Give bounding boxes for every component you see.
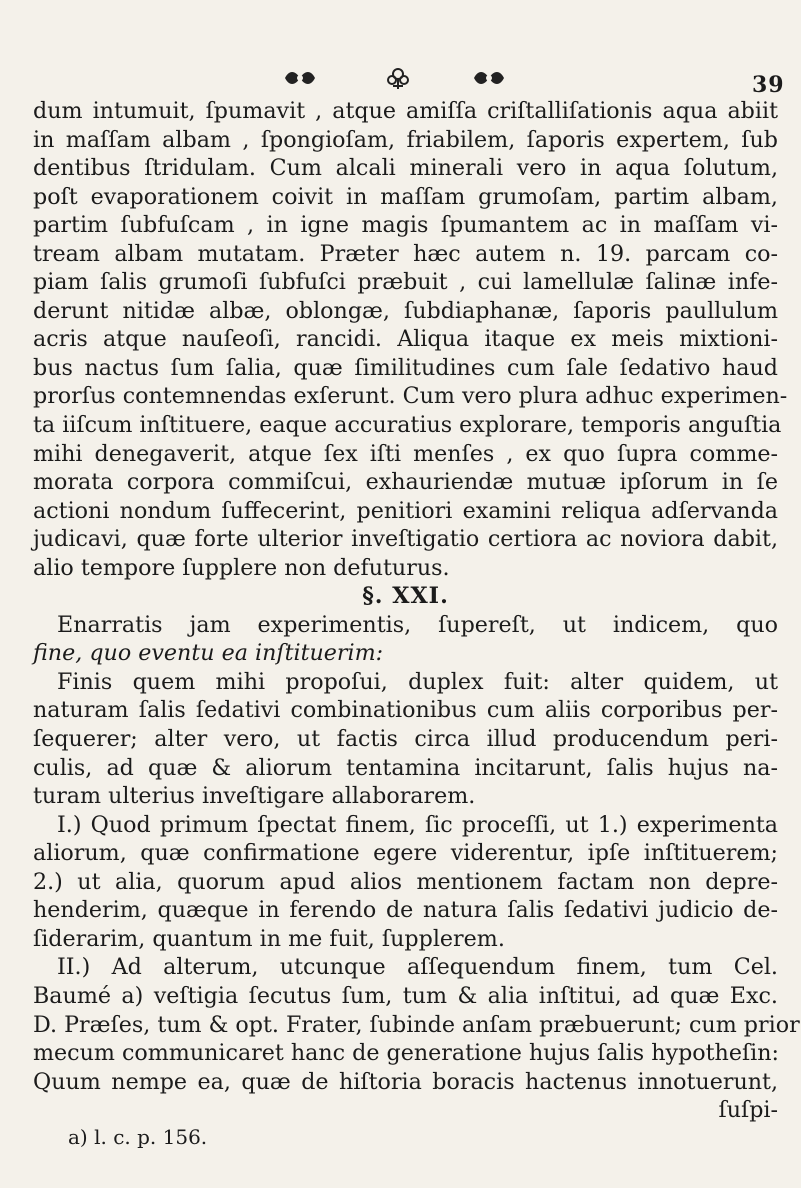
text-line: Baumé a) veſtigia ſecutus ſum, tum & alia inſtitui, ad quæ Exc.: [33, 982, 778, 1009]
text-line: Finis quem mihi propoſui, duplex fuit: alter quidem, ut: [57, 668, 778, 695]
text-line: culis, ad quæ & aliorum tentamina incitarunt, ſalis hujus na-: [33, 754, 778, 781]
body-text: [33, 97, 800, 1125]
flower-icon: [383, 66, 413, 94]
fleuron-right-icon: [472, 68, 506, 92]
footnote: a) l. c. p. 156.: [68, 1125, 208, 1149]
text-line: ſiderarim, quantum in me fuit, ſupplerem.: [33, 925, 505, 952]
text-line: aliorum, quæ confirmatione egere viderentur, ipſe inſtituerem;: [33, 840, 778, 867]
text-line: ſequerer; alter vero, ut factis circa illud producendum peri-: [33, 726, 778, 753]
text-line: mihi denegaverit, atque ſex iſti menſes , ex quo ſupra comme-: [33, 440, 778, 467]
text-line: naturam ſalis ſedativi combinationibus cum aliis corporibus per-: [33, 697, 778, 724]
text-line: henderim, quæque in ferendo de natura ſalis ſedativi judicio de-: [33, 897, 778, 924]
text-line: ta iiſcum inſtituere, eaque accuratius explorare, temporis anguſtia: [33, 412, 782, 439]
text-line: actioni nondum ſuffecerint, penitiori examini reliqua adſervanda: [33, 497, 778, 524]
text-line: fine, quo eventu ea inſtituerim:: [33, 640, 384, 667]
text-line: Quum nempe ea, quæ de hiſtoria boracis hactenus innotuerunt,: [33, 1068, 778, 1095]
text-line: poſt evaporationem coivit in maſſam grumoſam, partim albam,: [33, 183, 778, 210]
text-line: 2.) ut alia, quorum apud alios mentionem factam non depre-: [33, 868, 778, 895]
fleuron-left-icon: [283, 68, 317, 92]
text-line: D. Præſes, tum & opt. Frater, ſubinde anſam præbuerunt; cum prior: [33, 1011, 800, 1038]
text-line: prorſus contemnendas exſerunt. Cum vero plura adhuc experimen-: [33, 383, 788, 410]
section-heading: §. XXI.: [362, 583, 449, 610]
text-line: derunt nitidæ albæ, oblongæ, ſubdiaphanæ, ſaporis paullulum: [33, 297, 778, 324]
text-line: piam ſalis grumoſi ſubfuſci præbuit , cui lamellulæ ſalinæ infe-: [33, 269, 778, 296]
text-line: mecum communicaret hanc de generatione hujus ſalis hypotheſin:: [33, 1040, 780, 1067]
text-line: tream albam mutatam. Præter hæc autem n. 19. parcam co-: [33, 240, 778, 267]
text-line: in maſſam albam , ſpongioſam, friabilem, ſaporis expertem, ſub: [33, 126, 778, 153]
text-line: judicavi, quæ forte ulterior inveſtigatio certiora ac noviora dabit,: [33, 526, 778, 553]
text-line: turam ulterius inveſtigare allaborarem.: [33, 783, 476, 810]
text-line: dentibus ſtridulam. Cum alcali minerali vero in aqua ſolutum,: [33, 155, 778, 182]
text-line: morata corpora commiſcui, exhauriendæ mutuæ ipſorum in ſe: [33, 469, 778, 496]
catchword: ſuſpi-: [718, 1097, 778, 1124]
text-line: bus nactus ſum ſalia, quæ ſimilitudines cum ſale ſedativo haud: [33, 354, 778, 381]
text-line: partim ſubfuſcam , in igne magis ſpumantem ac in maſſam vi-: [33, 212, 778, 239]
text-line: alio tempore ſupplere non defuturus.: [33, 554, 450, 581]
text-line: I.) Quod primum ſpectat finem, ſic proceſſi, ut 1.) experimenta: [57, 811, 778, 838]
text-line: acris atque nauſeoſi, rancidi. Aliqua itaque ex meis mixtioni-: [33, 326, 778, 353]
text-line: II.) Ad alterum, utcunque aſſequendum finem, tum Cel.: [57, 954, 778, 981]
text-line: Enarratis jam experimentis, ſupereſt, ut indicem, quo: [57, 611, 778, 638]
text-line: dum intumuit, ſpumavit , atque amiſſa criſtalliſationis aqua abiit: [33, 98, 778, 124]
page-number: 39: [752, 72, 785, 98]
